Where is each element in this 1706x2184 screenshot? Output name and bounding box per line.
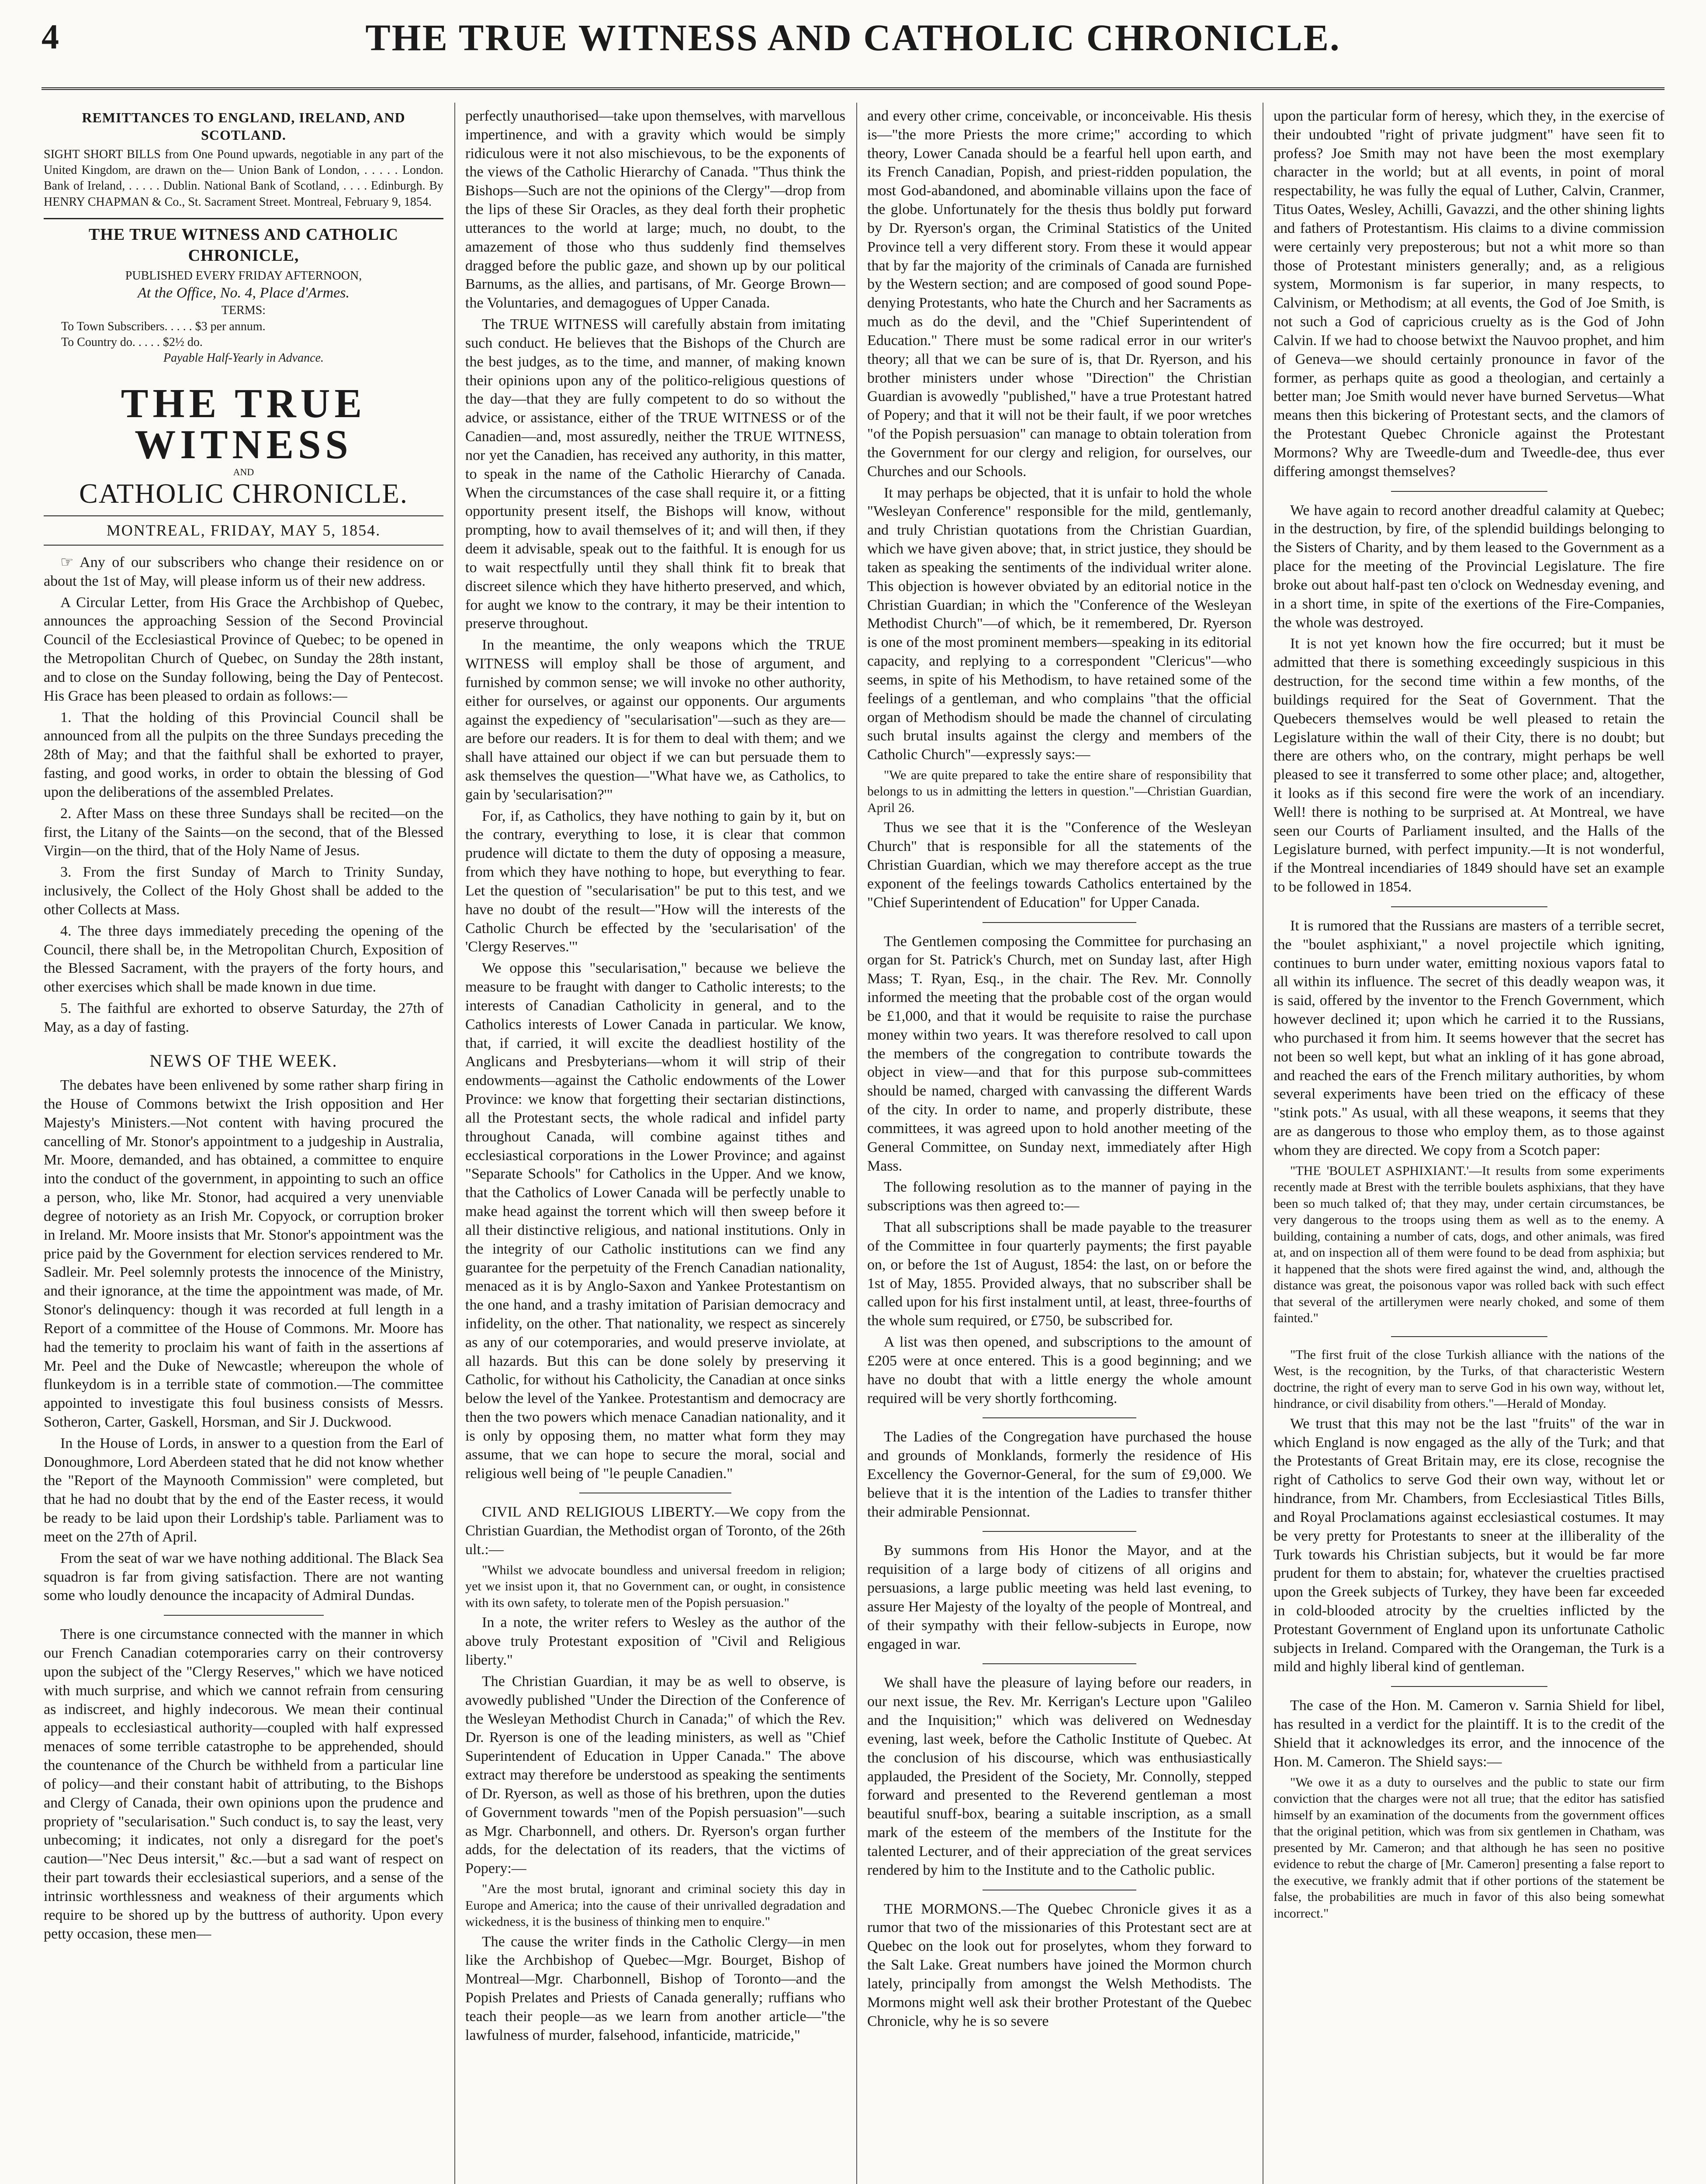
article-paragraph: upon the particular form of heresy, which they, in the exercise of their undoubted "right of private judgment" have seen fit to profess? Joe Smith may not have been the most exemplary character in the world; but at all events, in point of moral respectability, he was fully the equal of Luther, Calvin, Cranmer, Titus Oates, Wesley, Achilli, Gavazzi, and the other shining lights and fathers of Protestantism. His claims to a divine commission were certainly very preposterous; but not a whit more so than those of Protestant ministers generally; and, as a religious system, Mormonism is far superior, in many respects, to Calvinism, or Methodism; at all events, the God of Joe Smith, is not such a God of capricious cruelty as is the God of John Calvin. If we had to choose betwixt the Nauvoo prophet, and him of Geneva—we should certainly pronounce in favor of the former, as perhaps quite as good a theologian, and certainly a better man; Joe Smith would never have burned Servetus—What means then this bickering of Protestant sects, and the clamors of the Protestant Quebec Chronicle against the Protestant Mormons? Why are Tweedle-dum and Tweedle-dee, thus ever differing amongst themselves? bbox=[1273, 108, 1664, 480]
turkish-alliance-paragraph: We trust that this may not be the last "fruits" of the war in which England is now engaged as the ally of the Turk; and that the Protestants of Great Britain may, ere its close, recognise the right of Catholics to serve God their own way, without let or hindrance, from Mr. Chambers, from Ecclesiastical Titles Bills, and Royal Proclamations against ecclesiastical costumes. It may be very pretty for Protestants to sneer at the illiberality of the Turk towards his Christian subjects, but it would be far more prudent for them to abstain; for, whatever the cruelties practised upon the Greek subjects of Turkey, they have been far exceeded in cold-blooded atrocity by the cruelties inflicted by the Protestant Government of England upon its unfortunate Catholic subjects in Ireland. Compared with the Orangeman, the Turk is a mild and highly liberal kind of gentleman. bbox=[1273, 1415, 1664, 1675]
masthead-and: AND bbox=[233, 466, 254, 477]
article-paragraph: In a note, the writer refers to Wesley as the author of the above truly Protestant exposition of "Civil and Religious liberty." bbox=[465, 1614, 845, 1669]
organ-committee-paragraph: A list was then opened, and subscriptions to the amount of £205 were at once entered. This is a good beginning; and we have no doubt that with a little energy the whole amount required will be very shortly forthcoming. bbox=[867, 1334, 1252, 1406]
section-divider bbox=[1391, 491, 1547, 492]
quebec-fire-paragraph: We have again to record another dreadful calamity at Quebec; in the destruction, by fire, of the splendid buildings belonging to the Sisters of Charity, and by them leased to the Government as a place for the meeting of the Provincial Legislature. The fire broke out about half-past ten o'clock on Wednesday evening, and in a short time, in spite of the exertions of the Fire-Companies, the whole was destroyed. bbox=[1273, 502, 1664, 631]
subscriber-notice: ☞ Any of our subscribers who change their residence on or about the 1st of May, will please inform us of their new address. bbox=[44, 554, 443, 589]
news-paragraph: From the seat of war we have nothing additional. The Black Sea squadron is far from giving satisfaction. There are not wanting some who loudly denounce the incapacity of Admiral Dundas. bbox=[44, 1550, 443, 1604]
head-rule bbox=[42, 87, 1664, 90]
article-paragraph: There is one circumstance connected with the manner in which our French Canadian cotemporaries carry on their controversy upon the subject of the "Clergy Reserves," which we have noticed with much surprise, and which we cannot refrain from censuring as indiscreet, and highly indecorous. We mean their continual appeals to ecclesiastical authority—coupled with half expressed menaces of some terrible catastrophe to be apprehended, should the countenance of the Church be withheld from a particular line of policy—and their constant habit of attributing, to the Bishops and Clergy of Canada, their own opinions upon the prudence and propriety of "secularisation." Such conduct is, to say the least, very unbecoming; it indicates, not only a disregard for the poet's caution—"Nec Deus intersit," &c.—but a sad want of respect on their part towards their ecclesiastical superiors, and a sense of the intrinsic worthlessness and weakness of their arguments which require to be shored up by the buttress of authority. Upon every petty occasion, these men— bbox=[44, 1626, 443, 1942]
civil-liberty-intro: CIVIL AND RELIGIOUS LIBERTY.—We copy from the Christian Guardian, the Methodist organ of Toronto, of the 26th ult.:— bbox=[465, 1504, 845, 1558]
column-1 bbox=[44, 107, 443, 2184]
masthead-small: THE TRUE WITNESS AND CATHOLIC CHRONICLE, bbox=[44, 218, 443, 266]
circular-item-3: 3. From the first Sunday of March to Trinity Sunday, inclusively, the Collect of the Holy Ghost shall be added to the other Collects at Mass. bbox=[44, 864, 443, 918]
circular-item-4: 4. The three days immediately preceding the opening of the Council, there shall be, in the Metropolitan Church, Exposition of the Blessed Sacrament, with the prayers of the forty hours, and other exercises which shall be made known in due time. bbox=[44, 923, 443, 995]
quotation: "The first fruit of the close Turkish alliance with the nations of the West, is the recognition, by the Turks, of that characteristic Western doctrine, the right of every man to serve God in his own way, without let, hindrance, or civil disability from others."—Herald of Monday. bbox=[1273, 1347, 1664, 1411]
article-paragraph: The TRUE WITNESS will carefully abstain from imitating such conduct. He believes that the Bishops of the Church are the best judges, as to the time, and manner, of making known their opinions upon any of the politico-religious questions of the day—that they are fully competent to do so without the advice, or assistance, either of the TRUE WITNESS or of the Canadien—and, most assuredly, neither the TRUE WITNESS, nor yet the Canadien, has received any authority, in this matter, to speak in the name of the Catholic Hierarchy of Canada. When the circumstances of the case shall require it, or a fitting opportunity present itself, the Bishops will know, without prompting, how to avail themselves of it; and will then, if they deem it advisable, speak out to the faithful. It is enough for us to wait respectfully until they shall think fit to break that discreet silence which they have hitherto preserved, and which, for aught we know to the contrary, it may be their intention to preserve throughout. bbox=[465, 316, 845, 632]
page-number: 4 bbox=[42, 18, 59, 56]
section-divider bbox=[983, 922, 1136, 923]
running-head bbox=[42, 13, 1664, 79]
dateline: MONTREAL, FRIDAY, MAY 5, 1854. bbox=[44, 515, 443, 546]
terms-town: To Town Subscribers. . . . . $3 per annum. bbox=[61, 319, 266, 333]
article-paragraph: In the meantime, the only weapons which the TRUE WITNESS will employ shall be those of argument, and furnished by common sense; we will invoke no other authority, either for ourselves, or against our opponents. Our arguments against the expediency of "secularisation"—such as they are—are before our readers. It is for them to deal with them; and we shall have attained our object if we can but persuade them to ask themselves the question—"What have we, as Catholics, to gain by 'secularisation?'" bbox=[465, 637, 845, 803]
circular-item-2: 2. After Mass on these three Sundays shall be recited—on the first, the Litany of the Saints—on the second, that of the Blessed Virgin—on the third, that of the Holy Name of Jesus. bbox=[44, 805, 443, 859]
lecture-paragraph: We shall have the pleasure of laying before our readers, in our next issue, the Rev. Mr. Kerrigan's Lecture upon "Galileo and the Inquisition;" which was delivered on Wednesday evening, last week, before the Catholic Institute of Quebec. At the conclusion of his discourse, which was enthusiastically applauded, the President of the Society, Mr. Connolly, stepped forward and presented to the Reverend gentleman a most beautiful snuff-box, bearing a suitable inscription, as a small mark of the esteem of the members of the Institute for the talented Lecturer, and of their appreciation of the great services rendered by him to the Institute and to the Catholic public. bbox=[867, 1675, 1252, 1878]
masthead-subtitle: CATHOLIC CHRONICLE. bbox=[79, 478, 408, 509]
quebec-fire-paragraph: It is not yet known how the fire occurred; but it must be admitted that there is something exceedingly suspicious in this destruction, for the second time within a few months, of the buildings required for the Seat of Government. That the Quebecers themselves would be well pleased to retain the Legislature within the wall of their City, there is no doubt; but there are others who, on the contrary, might perhaps be well pleased to see it transferred to some other place; and, altogether, it looks as if this second fire were the work of an incendiary. Well! there is nothing to be surprised at. At Montreal, we have seen our Courts of Parliament insulted, and the Halls of the Legislature burned, with perfect impunity.—It is not wonderful, if the Montreal incendiaries of 1849 should have set an example to be followed in 1854. bbox=[1273, 636, 1664, 895]
organ-committee-paragraph: The following resolution as to the manner of paying in the subscriptions was then agreed to:— bbox=[867, 1179, 1252, 1214]
quotation: "THE 'BOULET ASPHIXIANT.'—It results from some experiments recently made at Brest with the terrible boulets asphixians, that they have been so much talked of; that they may, under certain circumstances, be very dangerous to the troops using them as well as to the enemy. A building, containing a number of cats, dogs, and other animals, was fired at, and on inspection all of them were found to be dead from asphixia; but it happened that the shots were fired against the wind, and, although the distance was great, the poisonous vapor was rolled back with such effect that several of the artillerymen were nearly choked, and some of them fainted." bbox=[1273, 1163, 1664, 1326]
article-paragraph: Thus we see that it is the "Conference of the Wesleyan Church" that is responsible for all the statements of the Christian Guardian, which we may therefore accept as the true exponent of the feelings towards Catholics entertained by the "Chief Superintendent of Education" for Upper Canada. bbox=[867, 819, 1252, 911]
public-meeting-paragraph: By summons from His Honor the Mayor, and at the requisition of a large body of citizens of all origins and persuasions, a large public meeting was held last evening, to assure Her Majesty of the loyalty of the people of Montreal, and of their sympathy with their fellow-subjects in Europe, now engaged in war. bbox=[867, 1542, 1252, 1652]
mormons-paragraph: THE MORMONS.—The Quebec Chronicle gives it as a rumor that two of the missionaries of this Protestant sect are at Quebec on the look out for proselytes, whom they forward to the Salt Lake. Great numbers have joined the Mormon church lately, principally from amongst the Welsh Methodists. The Mormons might well ask their brother Protestant of the Quebec Chronicle, why he is so severe bbox=[867, 1901, 1252, 2029]
section-divider bbox=[983, 1417, 1136, 1418]
published-line: PUBLISHED EVERY FRIDAY AFTERNOON, bbox=[125, 269, 362, 283]
section-divider bbox=[983, 1531, 1136, 1532]
column-2 bbox=[465, 107, 845, 2184]
ladies-congregation-paragraph: The Ladies of the Congregation have purchased the house and grounds of Monklands, formerly the residence of His Excellency the Governor-General, for the sum of £9,000. We believe that it is the intention of the Ladies to transfer thither their admirable Pensionnat. bbox=[867, 1429, 1252, 1520]
terms-country: To Country do. . . . . $2½ do. bbox=[61, 335, 203, 349]
article-paragraph: The Christian Guardian, it may be as well to observe, is avowedly published "Under the Direction of the Conference of the Wesleyan Methodist Church in Canada;" of which the Rev. Dr. Ryerson is one of the leading ministers, as well as "Chief Superintendent of Education in Upper Canada." The above extract may therefore be understood as speaking the sentiments of Dr. Ryerson, as well as those of his brethren, upon the duties of Government towards "men of the Popish persuasion"—such as Mgr. Charbonnell, and others. Dr. Ryerson's organ further adds, for the delectation of its readers, that the victims of Popery:— bbox=[465, 1673, 845, 1877]
boulet-paragraph: It is rumored that the Russians are masters of a terrible secret, the "boulet asphixiant," a novel projectile which igniting, continues to burn under water, emitting noxious vapors fatal to all within its influence. The secret of this deadly weapon was, it is said, offered by the inventor to the French Government, which however declined it; upon which he carried it to the Russians, who purchased it from him. It seems however that the secret has not been so well kept, but what an inkling of it has gone abroad, and reached the ears of the French military authorities, by whom several experiments have been tried on the efficacy of these "stink pots." As usual, with all these weapons, it seems that they are as dangerous to those who employ them, as to those against whom they are directed. We copy from a Scotch paper: bbox=[1273, 917, 1664, 1158]
section-divider bbox=[1391, 1336, 1547, 1337]
column-rule bbox=[454, 103, 455, 2184]
organ-committee-paragraph: The Gentlemen composing the Committee for purchasing an organ for St. Patrick's Church, met on Sunday last, after High Mass; T. Ryan, Esq., in the chair. The Rev. Mr. Connolly informed the meeting that the probable cost of the organ would be £1,000, and that it would be requisite to raise the purchase money within two years. It was therefore resolved to call upon the members of the congregation to contribute towards the object in view—and that for this purpose sub-committees should be named, charged with canvassing the different Wards of the city. In order to name, and properly distribute, these committees, it was agreed upon to hold another meeting of the General Committee, on Sunday next, immediately after High Mass. bbox=[867, 933, 1252, 1174]
quotation: "We owe it as a duty to ourselves and the public to state our firm conviction that the charges were not all true; that the editor has satisfied himself by an examination of the documents from the government offices that the original petition, which was from six gentlemen in Chatham, was presented by Mr. Cameron; and that although he has seen no positive evidence to rebut the charge of [Mr. Cameron] presenting a false report to the executive, we frankly admit that if other portions of the statement be false, the probabilities are much in favor of this also being somewhat incorrect." bbox=[1273, 1775, 1664, 1921]
column-rule bbox=[856, 103, 857, 2184]
circular-item-1: 1. That the holding of this Provincial Council shall be announced from all the pulpits on the three Sundays preceding the 28th of May; and that the faithful shall be exhorted to prayer, fasting, and good works, in order to obtain the blessing of God upon the deliberations of the assembled Prelates. bbox=[44, 709, 443, 800]
news-paragraph: The debates have been enlivened by some rather sharp firing in the House of Commons betwixt the Irish opposition and Her Majesty's Ministers.—Not content with having procured the cancelling of Mr. Stonor's appointment to a judgeship in Australia, Mr. Moore, demanded, and has obtained, a committee to enquire into the conduct of the government, in appointing to such an office a person, who, like Mr. Stonor, had acquired a very unenviable degree of notoriety as an Irish Mr. Copyock, or corruption broker in Ireland. Mr. Moore insists that Mr. Stonor's appointment was the price paid by the Government for election services rendered to Mr. Sadleir. Mr. Peel solemnly protests the innocence of the Ministry, and their ignorance, at the time the appointment was made, of Mr. Stonor's delinquency: though it was recorded at full length in a Report of a committee of the House of Commons. Mr. Moore has had the temerity to proclaim his want of faith in the assertions af Mr. Peel and the Duke of Newcastle; whereupon the whole of flunkeydom is in a terrible state of commotion.—The committee appointed to investigate this foul business consists of Messrs. Sotheron, Carter, Gaskell, Horsman, and Sir J. Duckwood. bbox=[44, 1077, 443, 1430]
quotation: "We are quite prepared to take the entire share of responsibility that belongs to us in admitting the letters in question."—Christian Guardian, April 26. bbox=[867, 767, 1252, 815]
section-divider bbox=[983, 1663, 1136, 1664]
remittances-text: SIGHT SHORT BILLS from One Pound upwards, negotiable in any part of the United Kingdom, are drawn on the— Union Bank of London, . . . . . London. Bank of Ireland, . . . . . Dublin. National Bank of Scotland, . . . . Edinburgh. By HENRY CHAPMAN & Co., St. Sacrament Street. Montreal, February 9, 1854. bbox=[44, 147, 443, 209]
column-3 bbox=[867, 107, 1252, 2184]
article-paragraph: perfectly unauthorised—take upon themselves, with marvellous impertinence, and with a gravity which would be simply ridiculous were it not also mischievous, to be the exponents of the views of the Catholic Hierarchy of Canada. "Thus think the Bishops—Such are not the opinions of the Clergy"—drop from the lips of these Sir Oracles, as they deal forth their prophetic utterances to the world at large; much, no doubt, to the amazement of those who thus suddenly find themselves dragged before the public gaze, and shown up by our political Barnums, as the allies, and partisans, of Mr. George Brown—the Voluntaries, and demagogues of Upper Canada. bbox=[465, 108, 845, 311]
organ-committee-paragraph: That all subscriptions shall be made payable to the treasurer of the Committee in four quarterly payments; the first payable on, or before the 1st of August, 1854: the last, on or before the 1st of May, 1855. Provided always, that no subscriber shall be called upon for his first instalment until, at least, three-fourths of the whole sum required, or £750, be subscribed for. bbox=[867, 1219, 1252, 1329]
news-heading: NEWS OF THE WEEK. bbox=[149, 1051, 338, 1071]
terms-label: TERMS: bbox=[221, 304, 266, 318]
article-paragraph: The cause the writer finds in the Catholic Clergy—in men like the Archbishop of Quebec—Mgr. Bourget, Bishop of Montreal—Mgr. Charbonnell, Bishop of Toronto—and the Popish Prelates and Priests of Canada generally; ruffians who teach their people—as we learn from another article—"the lawfulness of murder, falsehood, infanticide, matricide," bbox=[465, 1933, 845, 2043]
terms-payable: Payable Half-Yearly in Advance. bbox=[163, 351, 324, 365]
section-divider bbox=[1391, 906, 1547, 907]
remittances-heading: REMITTANCES TO ENGLAND, IRELAND, AND SCOTLAND. bbox=[82, 110, 405, 143]
cameron-case-paragraph: The case of the Hon. M. Cameron v. Sarnia Shield for libel, has resulted in a verdict for the plaintiff. It is to the credit of the Shield that it acknowledges its error, and the innocence of the Hon. M. Cameron. The Shield says:— bbox=[1273, 1697, 1664, 1770]
article-paragraph: For, if, as Catholics, they have nothing to gain by it, but on the contrary, everything to lose, it is clear that common prudence will dictate to them the duty of opposing a measure, from which they have nothing to hope, but everything to fear. Let the question of "secularisation" be put to this test, and we have no doubt of the result—"How will the interests of the Catholic Church be effected by the 'secularisation' of the 'Clergy Reserves.'" bbox=[465, 808, 845, 955]
news-paragraph: In the House of Lords, in answer to a question from the Earl of Donoughmore, Lord Aberdeen stated that he did not know whether the "Report of the Maynooth Commission" were completed, but that he had no doubt that by the end of the Easter recess, it would be ready to be laid upon their Lordship's table. Parliament was to meet on the 27th of April. bbox=[44, 1435, 443, 1545]
article-paragraph: and every other crime, conceivable, or inconceivable. His thesis is—"the more Priests the more crime;" according to which theory, Lower Canada should be a fearful hell upon earth, and its French Canadian, Popish, and priest-ridden population, the most God-abandoned, and abominable villains upon the face of the globe. Unfortunately for the thesis thus boldly put forward by Dr. Ryerson's organ, the Criminal Statistics of the United Province tell a very different story. From these it would appear that by far the majority of the criminals of Canada are furnished by the Western section; and are composed of good sound Pope-denying Protestants, who hate the Church and her Sacraments as much as do the devil, and the "Chief Superintendent of Education." There must be some radical error in our writer's theory; all that we can be sure of is, that Dr. Ryerson, and his brother ministers under whose "Direction" the Christian Guardian is avowedly "published," have a true Protestant hatred of Popery; and that it will not be their fault, if we poor wretches "of the Popish persuasion" can manage to obtain toleration from the Government for our clergy and religion, for ourselves, our Churches and our Schools. bbox=[867, 108, 1252, 480]
section-divider bbox=[1391, 1686, 1547, 1687]
quotation: "Whilst we advocate boundless and universal freedom in religion; yet we insist upon it, that no Government can, or ought, in consistence with its own safety, to tolerate men of the Popish persuasion." bbox=[465, 1562, 845, 1610]
circular-intro: A Circular Letter, from His Grace the Archbishop of Quebec, announces the approaching Session of the Second Provincial Council of the Ecclesiastical Province of Quebec; to be opened in the Metropolitan Church of Quebec, on Sunday the 28th instant, and to close on the Sunday following, being the Day of Pentecost. His Grace has been pleased to ordain as follows:— bbox=[44, 594, 443, 704]
masthead-title: THE TRUE WITNESS bbox=[121, 380, 367, 467]
office-line: At the Office, No. 4, Place d'Armes. bbox=[137, 285, 350, 301]
column-4 bbox=[1273, 107, 1664, 2184]
quotation: "Are the most brutal, ignorant and criminal society this day in Europe and America; into the cause of their unrivalled degradation and wickedness, it is the business of thinking men to enquire." bbox=[465, 1882, 845, 1929]
article-paragraph: We oppose this "secularisation," because we believe the measure to be fraught with danger to Catholic interests; to the interests of Canadian Catholicity in general, and to the Catholics interests of Lower Canada in particular. We know, that, if carried, it will excite the deadliest hostility of the Anglicans and Presbyterians—whom it will strip of their endowments—against the Catholic endowments of the Lower Province: we know that forgetting their sectarian distinctions, all the Protestant sects, the whole radical and infidel party throughout Canada, will combine against tithes and ecclesiastical corporations in the Lower Province; and against "Separate Schools" for Catholics in the Upper. And we know, that the Catholics of Lower Canada will be perfectly unable to make head against the torrent which will then sweep before it all their distinctive religious, and national institutions. Only in the integrity of our Catholic institutions can we find any guarantee for the perpetuity of the French Canadian nationality, menaced as it is by Anglo-Saxon and Yankee Protestantism on the one hand, and a trashy imitation of Parisian democracy and infidelity, on the other. That nationality, we respect as sincerely as any of our cotemporaries, and would preserve inviolate, at all hazards. But this can be done solely by preserving it Catholic, for without his Catholicity, the Canadian at once sinks below the level of the Yankee. Protestantism and democracy are then the two powers which menace Canadian nationality, and it is only by opposing them, no matter what form they may assume, that we can hope to secure the moral, social and religious well being of "le peuple Canadien." bbox=[465, 960, 845, 1482]
article-paragraph: It may perhaps be objected, that it is unfair to hold the whole "Wesleyan Conference" responsible for the mild, gentlemanly, and truly Christian quotations from the Christian Guardian, which we have given above; that, in strict justice, they should be taken as speaking the sentiments of the individual writer alone. This objection is however obviated by an editorial notice in the Christian Guardian; in which the "Conference of the Wesleyan Methodist Church"—of which, be it remembered, Dr. Ryerson is one of the most prominent members—speaking in its editorial capacity, and replying to a correspondent "Clericus"—who seems, in spite of his Methodism, to have retained some of the feelings of a gentleman, and who complains "that the official organ of Methodism should be made the channel of circulating such brutal insults against the clergy and members of the Catholic Church"—expressly says:— bbox=[867, 484, 1252, 763]
circular-item-5: 5. The faithful are exhorted to observe Saturday, the 27th of May, as a day of fasting. bbox=[44, 1000, 443, 1035]
section-divider bbox=[164, 1615, 324, 1616]
newspaper-title: THE TRUE WITNESS AND CATHOLIC CHRONICLE. bbox=[365, 17, 1341, 59]
